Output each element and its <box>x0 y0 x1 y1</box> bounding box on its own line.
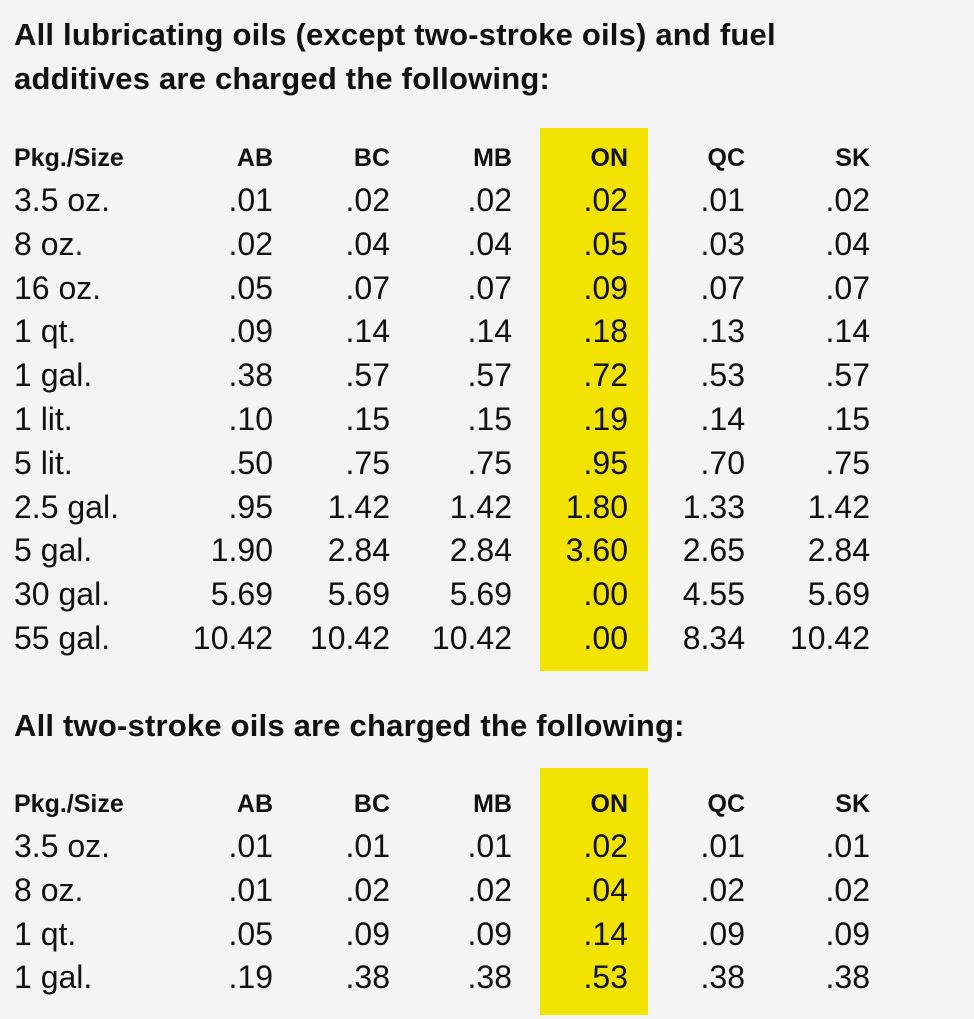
table-row <box>0 266 974 310</box>
cell-on: .02 <box>583 828 628 864</box>
cell-sk: .09 <box>825 915 870 952</box>
table-row <box>0 572 974 616</box>
section1-heading-line1: All lubricating oils (except two-stroke oils) and fuel <box>14 17 776 52</box>
cell-qc: .03 <box>700 225 745 262</box>
cell-bc: .14 <box>345 313 390 350</box>
column-header-bc: BC <box>353 790 390 818</box>
cell-sk: .04 <box>825 225 870 262</box>
cell-bc: 1.42 <box>327 488 390 525</box>
cell-bc: .15 <box>345 401 390 437</box>
cell-size: 30 gal. <box>14 576 111 613</box>
cell-bc: .09 <box>345 915 390 952</box>
cell-bc: .07 <box>345 269 390 306</box>
cell-sk: 5.69 <box>807 576 870 613</box>
cell-qc: .14 <box>700 401 745 437</box>
cell-bc: .02 <box>345 871 390 908</box>
cell-mb: .75 <box>467 444 512 481</box>
cell-size: 1 qt. <box>14 915 77 952</box>
cell-mb: .02 <box>467 182 512 218</box>
cell-sk: 1.42 <box>807 488 870 525</box>
cell-ab: .05 <box>228 915 273 952</box>
cell-bc: .02 <box>345 182 390 218</box>
cell-ab: .95 <box>228 488 273 525</box>
cell-ab: .02 <box>228 225 273 262</box>
table-row <box>0 309 974 353</box>
cell-qc: 4.55 <box>682 576 745 613</box>
cell-on: 1.80 <box>565 488 628 525</box>
cell-sk: 2.84 <box>807 532 870 569</box>
cell-qc: .09 <box>700 915 745 952</box>
cell-on: 3.60 <box>565 532 628 569</box>
column-header-sk: SK <box>835 144 870 172</box>
cell-mb: 5.69 <box>449 576 512 613</box>
cell-mb: .04 <box>467 225 512 262</box>
cell-ab: 5.69 <box>210 576 273 613</box>
cell-mb: 2.84 <box>449 532 512 569</box>
cell-ab: .01 <box>228 871 273 908</box>
cell-sk: .02 <box>825 182 870 218</box>
table-row <box>0 178 974 222</box>
cell-size: 8 oz. <box>14 871 84 908</box>
cell-size: 3.5 oz. <box>14 828 111 864</box>
cell-qc: 1.33 <box>682 488 745 525</box>
column-header-bc: BC <box>353 144 390 172</box>
cell-sk: .15 <box>825 401 870 437</box>
cell-mb: 10.42 <box>431 620 512 656</box>
column-header-on: ON <box>590 790 628 818</box>
column-header-on: ON <box>590 144 628 172</box>
table-row <box>0 397 974 441</box>
cell-on: .14 <box>583 915 628 952</box>
cell-qc: .13 <box>700 313 745 350</box>
section2-heading: All two-stroke oils are charged the following: <box>14 708 685 743</box>
table-header-row <box>0 782 974 826</box>
table-row <box>0 912 974 956</box>
cell-sk: .01 <box>825 828 870 864</box>
column-header-sk: SK <box>835 790 870 818</box>
column-header-mb: MB <box>473 790 512 818</box>
cell-on: .04 <box>583 871 628 908</box>
cell-on: .02 <box>583 182 628 218</box>
table-row <box>0 222 974 266</box>
cell-bc: .04 <box>345 225 390 262</box>
cell-sk: .07 <box>825 269 870 306</box>
table-row <box>0 353 974 397</box>
table-header-row <box>0 136 974 180</box>
cell-size: 8 oz. <box>14 225 84 262</box>
cell-size: 1 qt. <box>14 313 77 350</box>
cell-mb: 1.42 <box>449 488 512 525</box>
cell-ab: .50 <box>228 444 273 481</box>
cell-on: .09 <box>583 269 628 306</box>
cell-size: 1 gal. <box>14 959 93 996</box>
cell-qc: .02 <box>700 871 745 908</box>
table-row <box>0 528 974 572</box>
cell-on: .05 <box>583 225 628 262</box>
cell-ab: .38 <box>228 357 273 394</box>
cell-mb: .14 <box>467 313 512 350</box>
cell-on: .00 <box>583 620 628 656</box>
cell-on: .53 <box>583 959 628 996</box>
cell-qc: .38 <box>700 959 745 996</box>
cell-ab: .19 <box>228 959 273 996</box>
column-header-qc: QC <box>707 144 745 172</box>
cell-sk: .75 <box>825 444 870 481</box>
cell-qc: .01 <box>700 182 745 218</box>
table-row <box>0 441 974 485</box>
cell-size: 5 gal. <box>14 532 93 569</box>
cell-mb: .02 <box>467 871 512 908</box>
cell-qc: .01 <box>700 828 745 864</box>
table-row <box>0 868 974 912</box>
cell-qc: 2.65 <box>682 532 745 569</box>
cell-ab: .01 <box>228 828 273 864</box>
cell-size: 55 gal. <box>14 620 111 656</box>
cell-bc: .75 <box>345 444 390 481</box>
cell-bc: 2.84 <box>327 532 390 569</box>
cell-mb: .15 <box>467 401 512 437</box>
cell-qc: .07 <box>700 269 745 306</box>
cell-ab: .01 <box>228 182 273 218</box>
cell-ab: 10.42 <box>192 620 273 656</box>
cell-qc: 8.34 <box>682 620 745 656</box>
cell-bc: .38 <box>345 959 390 996</box>
column-header-size: Pkg./Size <box>14 144 124 172</box>
cell-mb: .38 <box>467 959 512 996</box>
cell-size: 5 lit. <box>14 444 73 481</box>
cell-sk: .14 <box>825 313 870 350</box>
cell-size: 3.5 oz. <box>14 182 111 218</box>
cell-mb: .57 <box>467 357 512 394</box>
cell-qc: .70 <box>700 444 745 481</box>
column-header-ab: AB <box>236 144 273 172</box>
cell-bc: .57 <box>345 357 390 394</box>
column-header-size: Pkg./Size <box>14 790 124 818</box>
cell-ab: .10 <box>228 401 273 437</box>
cell-on: .18 <box>583 313 628 350</box>
section1-heading-line2: additives are charged the following: <box>14 61 551 96</box>
cell-size: 16 oz. <box>14 269 102 306</box>
cell-on: .19 <box>583 401 628 437</box>
table-row <box>0 824 974 868</box>
cell-sk: .57 <box>825 357 870 394</box>
cell-on: .00 <box>583 576 628 613</box>
table-row <box>0 485 974 529</box>
cell-size: 1 gal. <box>14 357 93 394</box>
cell-ab: .09 <box>228 313 273 350</box>
table-row <box>0 955 974 999</box>
cell-ab: .05 <box>228 269 273 306</box>
column-header-qc: QC <box>707 790 745 818</box>
cell-sk: 10.42 <box>789 620 870 656</box>
cell-sk: .02 <box>825 871 870 908</box>
column-header-mb: MB <box>473 144 512 172</box>
cell-on: .72 <box>583 357 628 394</box>
cell-size: 2.5 gal. <box>14 488 119 525</box>
cell-on: .95 <box>583 444 628 481</box>
cell-mb: .01 <box>467 828 512 864</box>
cell-mb: .07 <box>467 269 512 306</box>
column-header-ab: AB <box>236 790 273 818</box>
cell-sk: .38 <box>825 959 870 996</box>
cell-ab: 1.90 <box>210 532 273 569</box>
cell-bc: 5.69 <box>327 576 390 613</box>
cell-size: 1 lit. <box>14 401 73 437</box>
cell-bc: 10.42 <box>309 620 390 656</box>
cell-mb: .09 <box>467 915 512 952</box>
cell-bc: .01 <box>345 828 390 864</box>
table-row <box>0 616 974 660</box>
cell-qc: .53 <box>700 357 745 394</box>
